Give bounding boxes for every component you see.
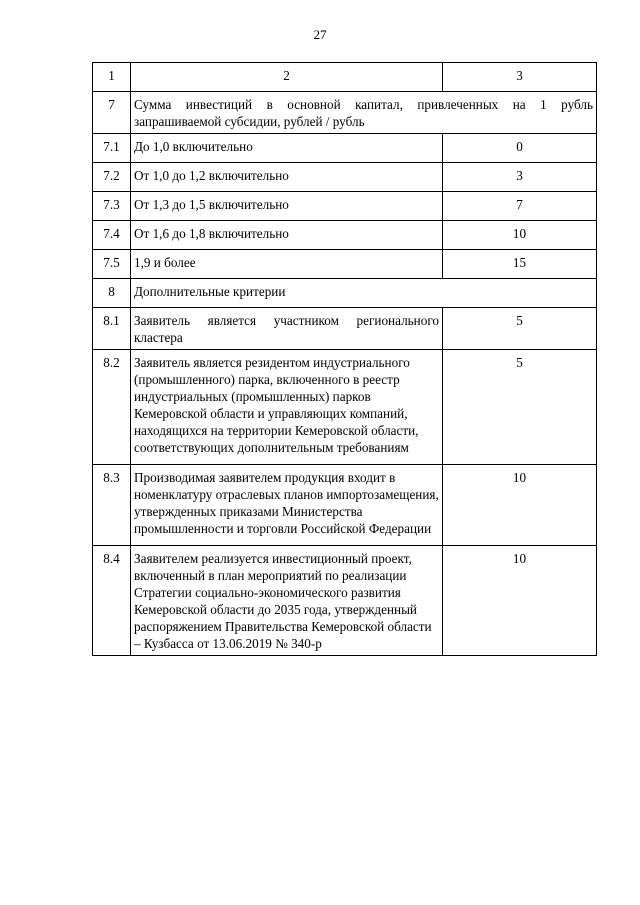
row-text: Дополнительные критерии	[131, 279, 597, 308]
row-number: 8.1	[93, 308, 131, 350]
row-number: 7	[93, 92, 131, 134]
row-text: Заявитель является участником регионального кластера	[131, 308, 443, 350]
row-number: 7.4	[93, 221, 131, 250]
row-text: 1,9 и более	[131, 250, 443, 279]
table-row	[93, 250, 597, 279]
row-text: До 1,0 включительно	[131, 134, 443, 163]
row-number: 8.4	[93, 546, 131, 656]
table-row	[93, 192, 597, 221]
table-row	[93, 221, 597, 250]
page-number: 27	[313, 27, 327, 42]
row-text: От 1,6 до 1,8 включительно	[131, 221, 443, 250]
header-cell-2: 2	[131, 63, 443, 92]
row-text: Заявителем реализуется инвестиционный проект, включенный в план мероприятий по реализации Стратегии социально-экономического развития Кемеровской области до 2035 года, утвержденный распоряжением Правительства Кемеровской области – Кузбасса от 13.06.2019 № 340-р	[131, 546, 443, 656]
row-number: 7.1	[93, 134, 131, 163]
row-text: От 1,3 до 1,5 включительно	[131, 192, 443, 221]
header-cell-3: 3	[443, 63, 597, 92]
table-header-row	[93, 63, 597, 92]
table-row	[93, 465, 597, 546]
row-number: 7.5	[93, 250, 131, 279]
row-value: 0	[443, 134, 597, 163]
table-row	[93, 350, 597, 465]
row-value: 10	[443, 221, 597, 250]
row-value: 5	[443, 308, 597, 350]
criteria-table	[92, 62, 597, 656]
table-row	[93, 163, 597, 192]
row-text: От 1,0 до 1,2 включительно	[131, 163, 443, 192]
row-value: 15	[443, 250, 597, 279]
row-text: Сумма инвестиций в основной капитал, привлеченных на 1 рубль запрашиваемой субсидии, рублей / рубль	[131, 92, 597, 134]
row-value: 3	[443, 163, 597, 192]
row-value: 5	[443, 350, 597, 465]
header-cell-1: 1	[93, 63, 131, 92]
row-value: 7	[443, 192, 597, 221]
table-row	[93, 546, 597, 656]
row-text: Заявитель является резидентом индустриального (промышленного) парка, включенного в реестр индустриальных (промышленных) парков Кемеровской области и управляющих компаний, находящихся на территории Кемеровской области, соответствующих дополнительным требованиям	[131, 350, 443, 465]
table-row	[93, 308, 597, 350]
row-number: 7.3	[93, 192, 131, 221]
table-row	[93, 279, 597, 308]
row-value: 10	[443, 546, 597, 656]
row-number: 8.2	[93, 350, 131, 465]
table-row	[93, 92, 597, 134]
table-row	[93, 134, 597, 163]
row-number: 8.3	[93, 465, 131, 546]
row-text: Производимая заявителем продукция входит в номенклатуру отраслевых планов импортозамещения, утвержденных приказами Министерства промышленности и торговли Российской Федерации	[131, 465, 443, 546]
row-number: 8	[93, 279, 131, 308]
row-value: 10	[443, 465, 597, 546]
row-number: 7.2	[93, 163, 131, 192]
